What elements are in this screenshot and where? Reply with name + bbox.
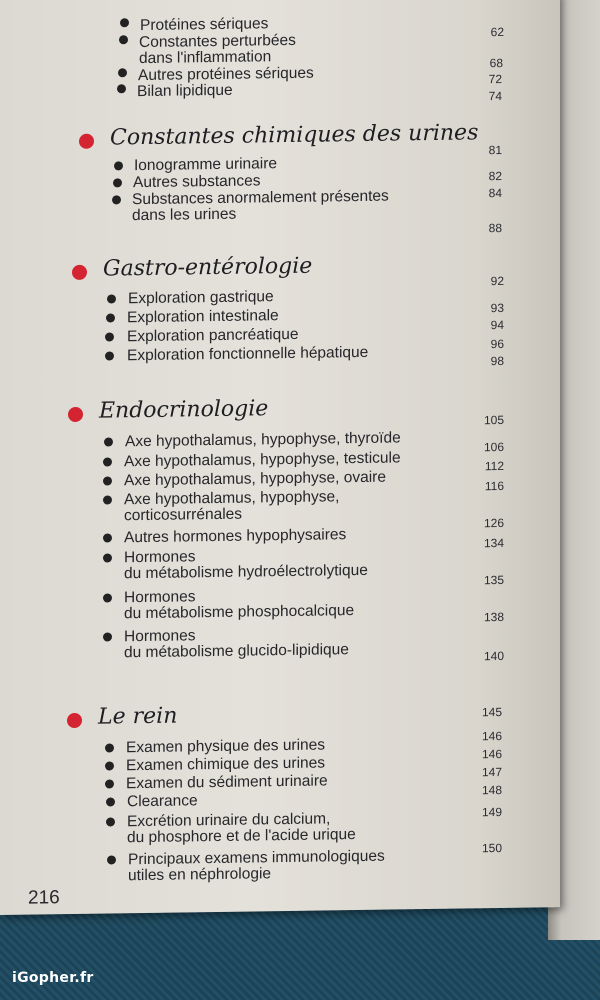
toc-item-page: 150 bbox=[481, 840, 502, 856]
section-title: Endocrinologie bbox=[99, 396, 269, 424]
toc-item-text: Autres protéines sériques bbox=[138, 64, 314, 85]
toc-item-page: 62 bbox=[490, 24, 504, 40]
toc-item-text: Autres hormones hypophysaires bbox=[124, 526, 347, 547]
bullet bbox=[103, 553, 112, 562]
bullet bbox=[103, 457, 112, 466]
bullet bbox=[112, 195, 121, 204]
toc-item-page: 112 bbox=[484, 458, 504, 474]
section-title: Gastro-entérologie bbox=[103, 253, 313, 282]
bullet bbox=[103, 476, 112, 485]
toc-item-text: Exploration pancréatique bbox=[127, 325, 299, 346]
section-dot-icon bbox=[68, 407, 83, 422]
toc-item-page: 134 bbox=[483, 535, 504, 551]
bullet bbox=[105, 332, 114, 341]
bullet bbox=[106, 797, 115, 806]
toc-item-text: Exploration gastrique bbox=[128, 288, 274, 308]
toc-item-text: Examen physique des urines bbox=[126, 736, 326, 757]
toc-item-page: 146 bbox=[481, 746, 502, 762]
bullet bbox=[106, 313, 115, 322]
bullet bbox=[113, 178, 122, 187]
toc-item-page: 88 bbox=[488, 220, 502, 236]
toc-item-text: Bilan lipidique bbox=[137, 81, 233, 101]
bullet bbox=[104, 437, 113, 446]
toc-item-page: 98 bbox=[490, 353, 504, 369]
bullet bbox=[103, 533, 112, 542]
bullet bbox=[105, 351, 114, 360]
toc-item-page: 68 bbox=[489, 55, 503, 71]
toc-item-page: 116 bbox=[484, 478, 504, 494]
page-number: 216 bbox=[28, 887, 60, 909]
bullet bbox=[105, 761, 114, 770]
toc-item-text: Clearance bbox=[127, 792, 198, 811]
section-page: 105 bbox=[483, 412, 504, 428]
section-page: 81 bbox=[488, 142, 502, 158]
section-dot-icon bbox=[72, 265, 87, 280]
bullet bbox=[119, 35, 128, 44]
toc-item-text: Principaux examens immunologiques utiles en néphrologie bbox=[128, 847, 385, 885]
toc-item-text: Autres substances bbox=[133, 172, 261, 192]
toc-item-text: Ionogramme urinaire bbox=[134, 155, 278, 175]
toc-item-text: Excrétion urinaire du calcium, du phosphore et de l'acide urique bbox=[127, 810, 356, 847]
toc-item-text: Axe hypothalamus, hypophyse, corticosurrénales bbox=[124, 488, 340, 525]
toc-item-text: Constantes perturbées dans l'inflammation bbox=[139, 31, 296, 68]
bullet bbox=[107, 294, 116, 303]
toc-item-page: 148 bbox=[481, 782, 502, 798]
toc-item-page: 93 bbox=[490, 300, 504, 316]
bullet bbox=[114, 161, 123, 170]
toc-item-page: 147 bbox=[481, 764, 502, 780]
toc-item-page: 135 bbox=[483, 572, 504, 588]
toc-item-page: 84 bbox=[488, 185, 502, 201]
toc-item-page: 96 bbox=[490, 336, 504, 352]
bullet bbox=[118, 68, 127, 77]
toc-item-text: Axe hypothalamus, hypophyse, thyroïde bbox=[125, 429, 401, 451]
bullet bbox=[103, 495, 112, 504]
toc-item-text: Protéines sériques bbox=[140, 15, 269, 35]
toc-item-page: 138 bbox=[483, 609, 504, 625]
bullet bbox=[106, 817, 115, 826]
toc-item-page: 149 bbox=[481, 804, 502, 820]
section-dot-icon bbox=[79, 134, 94, 149]
section-page: 145 bbox=[481, 704, 502, 720]
bullet bbox=[120, 18, 129, 27]
bullet bbox=[107, 855, 116, 864]
toc-item-page: 72 bbox=[488, 71, 502, 87]
toc-item-text: Exploration intestinale bbox=[127, 307, 279, 327]
toc-item-text: Hormones du métabolisme phosphocalcique bbox=[124, 588, 355, 623]
toc-item-text: Axe hypothalamus, hypophyse, ovaire bbox=[124, 468, 386, 490]
toc-item-text: Hormones du métabolisme glucido-lipidique bbox=[124, 627, 349, 662]
toc-item-page: 106 bbox=[483, 439, 504, 455]
toc-item-text: Examen chimique des urines bbox=[126, 754, 326, 775]
section-page: 92 bbox=[490, 273, 504, 289]
toc-item-text: Axe hypothalamus, hypophyse, testicule bbox=[124, 449, 401, 471]
section-dot-icon bbox=[67, 713, 82, 728]
bullet bbox=[117, 84, 126, 93]
bullet bbox=[105, 743, 114, 752]
toc-item-page: 82 bbox=[488, 168, 502, 184]
toc-item-page: 140 bbox=[483, 648, 504, 664]
bullet bbox=[105, 779, 114, 788]
toc-item-text: Exploration fonctionnelle hépatique bbox=[127, 343, 369, 365]
toc-item-page: 74 bbox=[488, 88, 502, 104]
bullet bbox=[103, 593, 112, 602]
bullet bbox=[103, 632, 112, 641]
section-title: Le rein bbox=[98, 703, 178, 730]
toc-item-text: Hormones du métabolisme hydroélectrolytique bbox=[124, 548, 368, 583]
toc-item-page: 126 bbox=[483, 515, 504, 531]
toc-item-text: Examen du sédiment urinaire bbox=[126, 772, 328, 793]
watermark: iGopher.fr bbox=[12, 970, 94, 986]
toc-item-text: Substances anormalement présentes dans les urines bbox=[132, 187, 389, 225]
toc-item-page: 94 bbox=[490, 317, 504, 333]
section-title: Constantes chimiques des urines bbox=[110, 120, 479, 151]
toc-item-page: 146 bbox=[481, 728, 502, 744]
